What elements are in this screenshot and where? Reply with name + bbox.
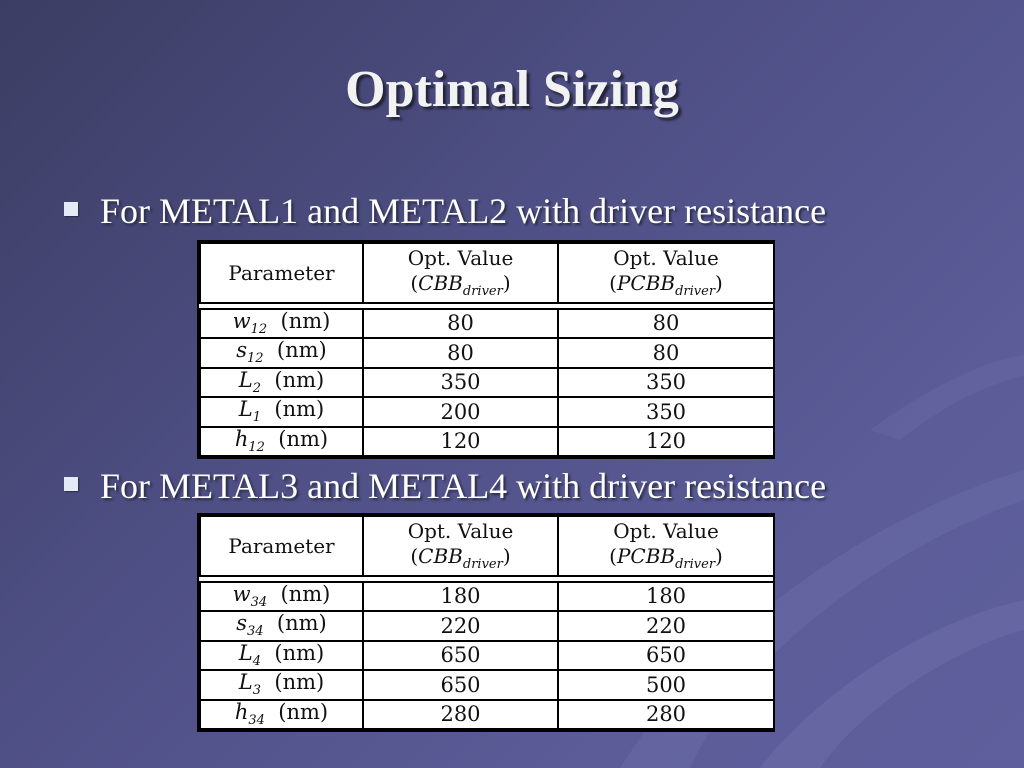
param-cell: $s_{12}$ (nm)	[200, 338, 363, 367]
param-cell: $h_{34}$ (nm)	[200, 700, 363, 729]
pcbb-value: 80	[558, 309, 774, 338]
bullet-square-icon	[64, 477, 78, 491]
table-row	[200, 700, 774, 729]
param-cell: $L_2$ (nm)	[200, 368, 363, 397]
table-row	[200, 427, 774, 456]
pcbb-value: 500	[558, 670, 774, 699]
param-cell: $L_4$ (nm)	[200, 641, 363, 670]
table-metal12	[197, 240, 775, 459]
bullet-text: For METAL1 and METAL2 with driver resistance	[100, 191, 827, 231]
bullet-metal34	[64, 465, 826, 507]
pcbb-value: 120	[558, 427, 774, 456]
param-cell: $L_3$ (nm)	[200, 670, 363, 699]
header-cbb: Opt. Value $(CBB_{driver})$	[363, 243, 558, 303]
header-parameter: Parameter	[200, 516, 363, 576]
cbb-value: 280	[363, 700, 558, 729]
param-cell: $w_{12}$ (nm)	[200, 309, 363, 338]
cbb-value: 120	[363, 427, 558, 456]
header-pcbb: Opt. Value $(PCBB_{driver})$	[558, 516, 774, 576]
table-row	[200, 338, 774, 367]
header-cbb: Opt. Value $(CBB_{driver})$	[363, 516, 558, 576]
param-cell: $h_{12}$ (nm)	[200, 427, 363, 456]
table-row	[200, 309, 774, 338]
table-row	[200, 611, 774, 640]
slide-title: Optimal Sizing	[345, 61, 679, 118]
pcbb-value: 650	[558, 641, 774, 670]
cbb-value: 650	[363, 670, 558, 699]
table-row	[200, 670, 774, 699]
header-pcbb: Opt. Value $(PCBB_{driver})$	[558, 243, 774, 303]
bullet-square-icon	[64, 202, 78, 216]
param-cell: $s_{34}$ (nm)	[200, 611, 363, 640]
cbb-value: 200	[363, 397, 558, 426]
table-row	[200, 397, 774, 426]
cbb-value: 220	[363, 611, 558, 640]
bullet-metal12	[64, 190, 826, 232]
cbb-value: 80	[363, 309, 558, 338]
pcbb-value: 350	[558, 368, 774, 397]
cbb-value: 650	[363, 641, 558, 670]
table-row	[200, 641, 774, 670]
cbb-value: 180	[363, 582, 558, 611]
pcbb-value: 180	[558, 582, 774, 611]
table-row	[200, 368, 774, 397]
table-metal34	[197, 513, 775, 732]
pcbb-value: 220	[558, 611, 774, 640]
bullet-text: For METAL3 and METAL4 with driver resistance	[100, 466, 827, 506]
table-row	[200, 582, 774, 611]
pcbb-value: 350	[558, 397, 774, 426]
header-parameter: Parameter	[200, 243, 363, 303]
pcbb-value: 280	[558, 700, 774, 729]
param-cell: $L_1$ (nm)	[200, 397, 363, 426]
cbb-value: 80	[363, 338, 558, 367]
cbb-value: 350	[363, 368, 558, 397]
pcbb-value: 80	[558, 338, 774, 367]
param-cell: $w_{34}$ (nm)	[200, 582, 363, 611]
